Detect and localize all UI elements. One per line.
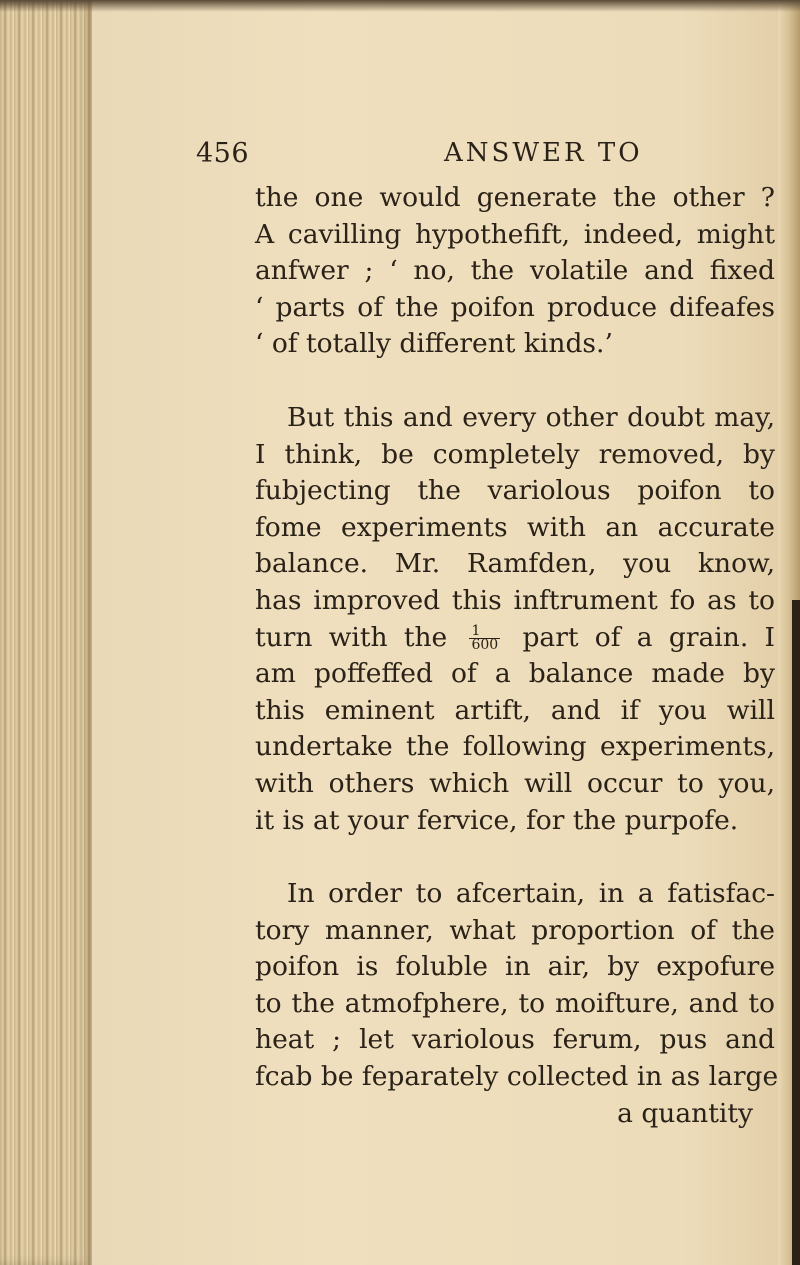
text-line: But this and every other doubt may, [287, 401, 775, 433]
text-line: fcab be feparately collected in as large [255, 1061, 779, 1093]
text-line: tory manner, what proportion of the [255, 914, 775, 946]
page-number: 456 [196, 138, 250, 169]
text-line: In order to afcertain, in a fatisfac- [287, 878, 775, 910]
text-line: the one would generate the other ? [255, 182, 775, 213]
text-line: heat ; let variolous ferum, pus and [255, 1024, 775, 1056]
text-line: this eminent artift, and if you will [255, 694, 775, 726]
text-line: fome experiments with an accurate [255, 511, 775, 543]
fraction-line-after: part of a grain. I [522, 621, 775, 653]
text-line: ‘ of totally different kinds.’ [255, 328, 613, 360]
top-shadow [0, 0, 800, 12]
page-header [196, 138, 756, 178]
running-head: ANSWER TO [444, 138, 643, 168]
book-spine-gutter [0, 0, 92, 1265]
fraction-line [255, 620, 775, 657]
text-line: I think, be completely removed, by [255, 438, 775, 470]
fraction-line-before: turn with the [255, 621, 448, 653]
text-line: ‘ parts of the poifon produce difeafes [255, 291, 775, 323]
text-line: am poffeffed of a balance made by [255, 658, 775, 690]
fraction [469, 625, 500, 652]
body-text [255, 180, 779, 1132]
text-line: to the atmofphere, to moifture, and to [255, 987, 775, 1019]
catchword: a quantity [617, 1097, 753, 1129]
text-line: fubjecting the variolous poifon to [255, 475, 775, 507]
text-line: with others which will occur to you, [255, 767, 775, 799]
text-line: poifon is foluble in air, by expofure [255, 951, 775, 983]
text-line: has improved this inftrument fo as to [255, 584, 775, 616]
fraction-denominator: 600 [471, 637, 499, 654]
text-line: it is at your fervice, for the purpofe. [255, 804, 739, 836]
text-line: anfwer ; ‘ no, the volatile and fixed [255, 255, 775, 287]
text-line: A cavilling hypothefift, indeed, might [255, 218, 775, 250]
text-line: balance. Mr. Ramfden, you know, [255, 548, 775, 580]
fraction-numerator: 1 [469, 625, 500, 639]
page-edge [778, 0, 800, 1265]
text-line: undertake the following experiments, [255, 731, 775, 763]
